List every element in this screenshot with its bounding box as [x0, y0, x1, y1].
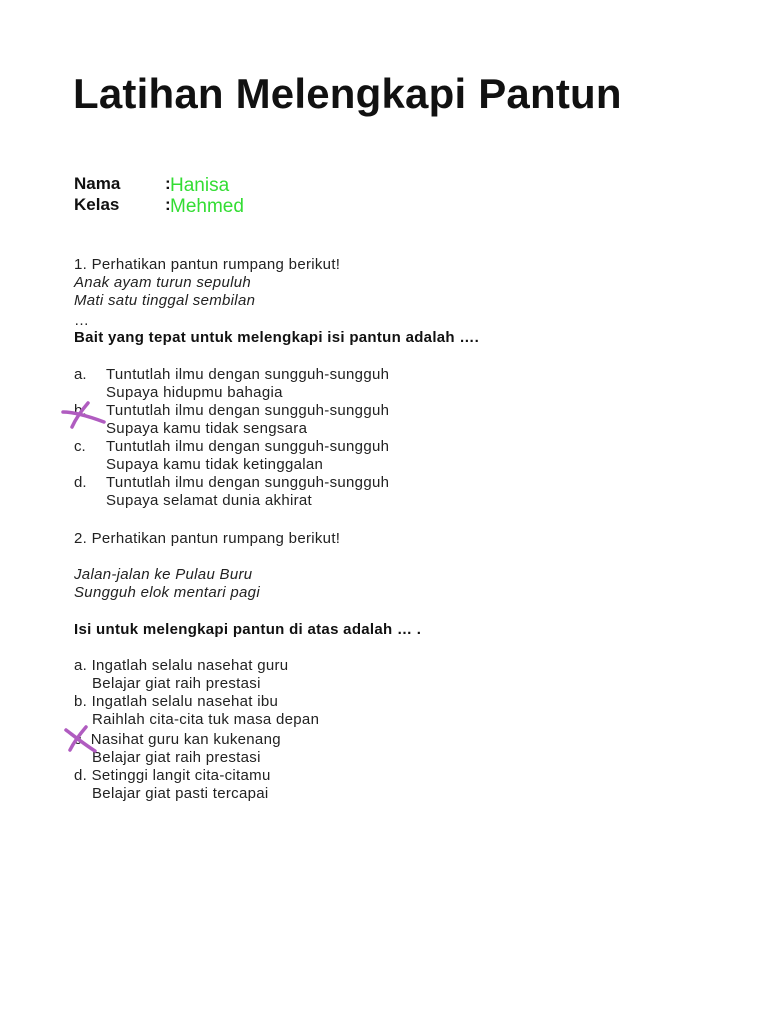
name-colon: : [165, 174, 171, 193]
name-field [74, 174, 474, 194]
q1-option-d-letter: d. [74, 474, 87, 491]
q1-option-b-letter: b. [74, 402, 87, 419]
q2-option-c-line-2: Belajar giat raih prestasi [92, 749, 261, 766]
q2-option-a-line-2: Belajar giat raih prestasi [92, 675, 261, 692]
class-colon: : [165, 195, 171, 214]
q1-option-c-letter: c. [74, 438, 86, 455]
q2-option-c-line-1: c. Nasihat guru kan kukenang [74, 731, 281, 748]
q2-verse-line-2: Sungguh elok mentari pagi [74, 584, 260, 601]
q1-option-b-line-1: Tuntutlah ilmu dengan sungguh-sungguh [106, 402, 390, 419]
q1-option-d-line-2: Supaya selamat dunia akhirat [106, 492, 313, 509]
q1-option-d-line-1: Tuntutlah ilmu dengan sungguh-sungguh [106, 474, 390, 491]
q1-option-a-line-1: Tuntutlah ilmu dengan sungguh-sungguh [106, 366, 390, 383]
q1-verse-ellipsis: … [74, 312, 90, 329]
q1-question: Bait yang tepat untuk melengkapi isi pantun adalah …. [74, 329, 480, 346]
q2-question: Isi untuk melengkapi pantun di atas adalah … . [74, 621, 422, 638]
q2-option-d-line-1: d. Setinggi langit cita-citamu [74, 767, 271, 784]
q2-verse-line-1: Jalan-jalan ke Pulau Buru [74, 566, 253, 583]
page-title: Latihan Melengkapi Pantun [73, 70, 622, 117]
class-label: Kelas [74, 195, 120, 214]
cross-mark-icon [62, 724, 98, 754]
q1-verse-line-2: Mati satu tinggal sembilan [74, 292, 256, 309]
q1-verse-line-1: Anak ayam turun sepuluh [74, 274, 252, 291]
cross-mark-icon [60, 400, 108, 430]
q1-option-c-line-2: Supaya kamu tidak ketinggalan [106, 456, 324, 473]
q1-option-b-line-2: Supaya kamu tidak sengsara [106, 420, 308, 437]
name-label: Nama [74, 174, 121, 193]
q1-option-c-line-1: Tuntutlah ilmu dengan sungguh-sungguh [106, 438, 390, 455]
class-field [74, 195, 474, 215]
q1-option-a-line-2: Supaya hidupmu bahagia [106, 384, 283, 401]
q2-option-b-line-2: Raihlah cita-cita tuk masa depan [92, 711, 320, 728]
q1-prompt: 1. Perhatikan pantun rumpang berikut! [74, 256, 341, 273]
class-value: Mehmed [170, 196, 244, 217]
q2-prompt: 2. Perhatikan pantun rumpang berikut! [74, 530, 341, 547]
q2-option-a-line-1: a. Ingatlah selalu nasehat guru [74, 657, 289, 674]
name-value: Hanisa [170, 175, 230, 196]
q2-option-b-line-1: b. Ingatlah selalu nasehat ibu [74, 693, 279, 710]
q2-option-d-line-2: Belajar giat pasti tercapai [92, 785, 269, 802]
q1-option-a-letter: a. [74, 366, 87, 383]
